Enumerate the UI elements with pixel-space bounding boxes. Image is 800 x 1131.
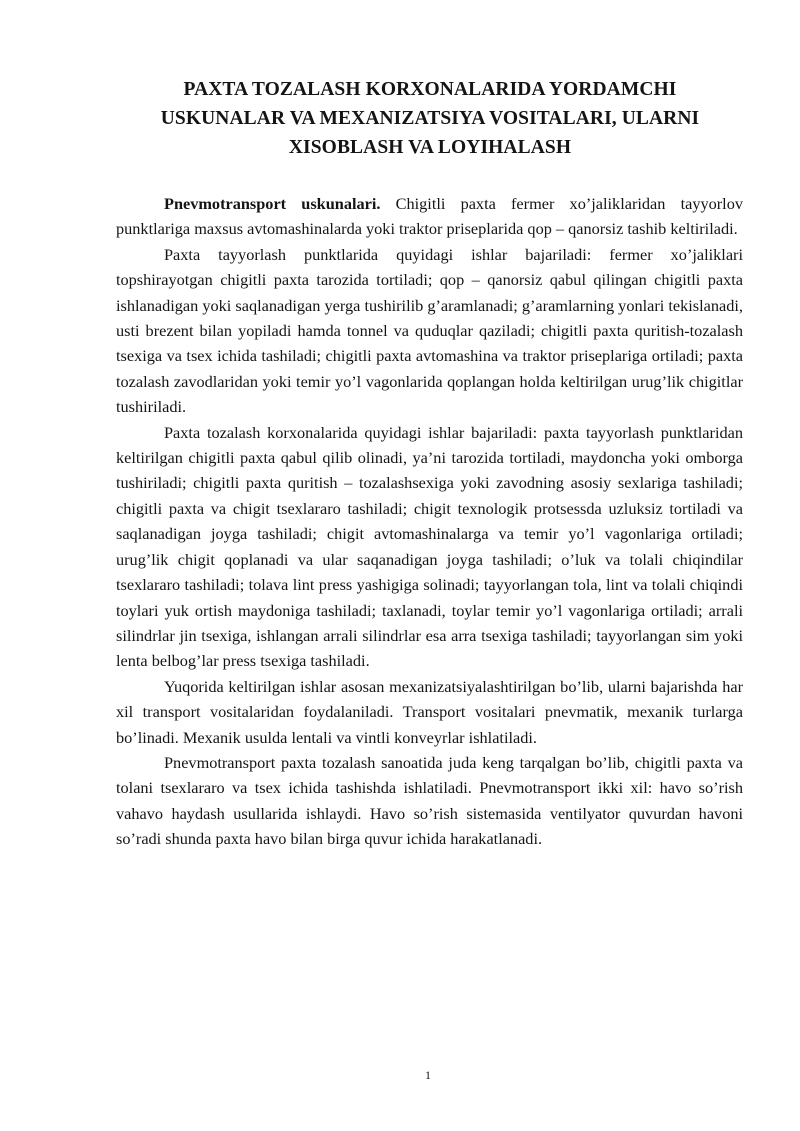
page-number: 1 xyxy=(425,1068,431,1082)
title-line-1: PAXTA TOZALASH KORXONALARIDA YORDAMCHI xyxy=(183,79,677,100)
title-line-2: USKUNALAR VA MEXANIZATSIYA VOSITALARI, ULARNI xyxy=(160,108,700,129)
title-line-3: XISOBLASH VA LOYIHALASH xyxy=(288,137,572,158)
paragraph-tayyorlash-punktlari: Paxta tayyorlash punktlarida quyidagi ishlar bajariladi: fermer xo’jaliklari topshirayotgan chigitli paxta tarozida tortiladi; qop – qanorsiz qabul qilingan chigitli paxta ishlanadigan yoki saqlanadigan yerga tushirilib g’aramlanadi; g’aramlarning yonlari tekislanadi, usti brezent bilan yopiladi hamda tonnel va quduqlar qaziladi; chigitli paxta quritish-tozalash tsexiga va tsex ichida tashiladi; chigitli paxta avtomashina va traktor priseplariga ortiladi; paxta tozalash zavodlaridan yoki temir yo’l vagonlarida qoplangan holda keltirilgan urug’lik chigitlar tushiriladi. xyxy=(116,244,743,417)
section-heading: Pnevmotransport uskunalari. xyxy=(164,194,381,213)
paragraph-pnevmotransport-turlari: Pnevmotransport paxta tozalash sanoatida juda keng tarqalgan bo’lib, chigitli paxta va tolani tsexlararo va tsex ichida tashishda ishlatiladi. Pnevmotransport ikki xil: havo so’rish vahavo haydash usullarida ishlaydi. Havo so’rish sistemasida ventilyator quvurdan havoni so’radi shunda paxta havo bilan birga quvur ichida harakatlanadi. xyxy=(116,752,743,849)
paragraph-pnevmotransport-intro xyxy=(116,191,743,242)
document-body xyxy=(116,191,743,852)
paragraph-text: Chigitli paxta fermer xo’jaliklaridan tayyorlov punktlariga maxsus avtomashinalarda yoki traktor priseplarida qop – qanorsiz tashib keltiriladi. xyxy=(116,194,743,239)
paragraph-transport-vositalari: Yuqorida keltirilgan ishlar asosan mexanizatsiyalashtirilgan bo’lib, ularni bajarishda har xil transport vositalaridan foydalaniladi. Transport vositalari pnevmatik, mexanik turlarga bo’linadi. Mexanik usulda lentali va vintli konveyrlar ishlatiladi. xyxy=(116,676,743,747)
document-title xyxy=(110,75,750,162)
paragraph-korxona-ishlari: Paxta tozalash korxonalarida quyidagi ishlar bajariladi: paxta tayyorlash punktlaridan keltirilgan chigitli paxta qabul qilib olinadi, ya’ni tarozida tortiladi, maydoncha yoki omborga tushiriladi; chigitli paxta quritish – tozalashsexiga yoki zavodning asosiy sexlariga tashiladi; chigitli paxta va chigit tsexlararo tashiladi; chigit texnologik protsessda uzluksiz tortiladi va saqlanadigan joyga tashiladi; chigit avtomashinalarga va temir yo’l vagonlariga ortiladi; urug’lik chigit qoplanadi va ular saqanadigan joyga tashiladi; o’luk va tolali chiqindilar tsexlararo tashiladi; tolava lint press yashigiga solinadi; tayyorlangan tola, lint va tolali chiqindi toylari yuk ortish maydoniga tashiladi; taxlanadi, toylar temir yo’l vagonlariga ortiladi; arrali silindrlar jin tsexiga, ishlangan arrali silindrlar esa arra tsexiga tashiladi; tayyorlangan sim yoki lenta belbog’lar press tsexiga tashiladi. xyxy=(116,422,743,671)
